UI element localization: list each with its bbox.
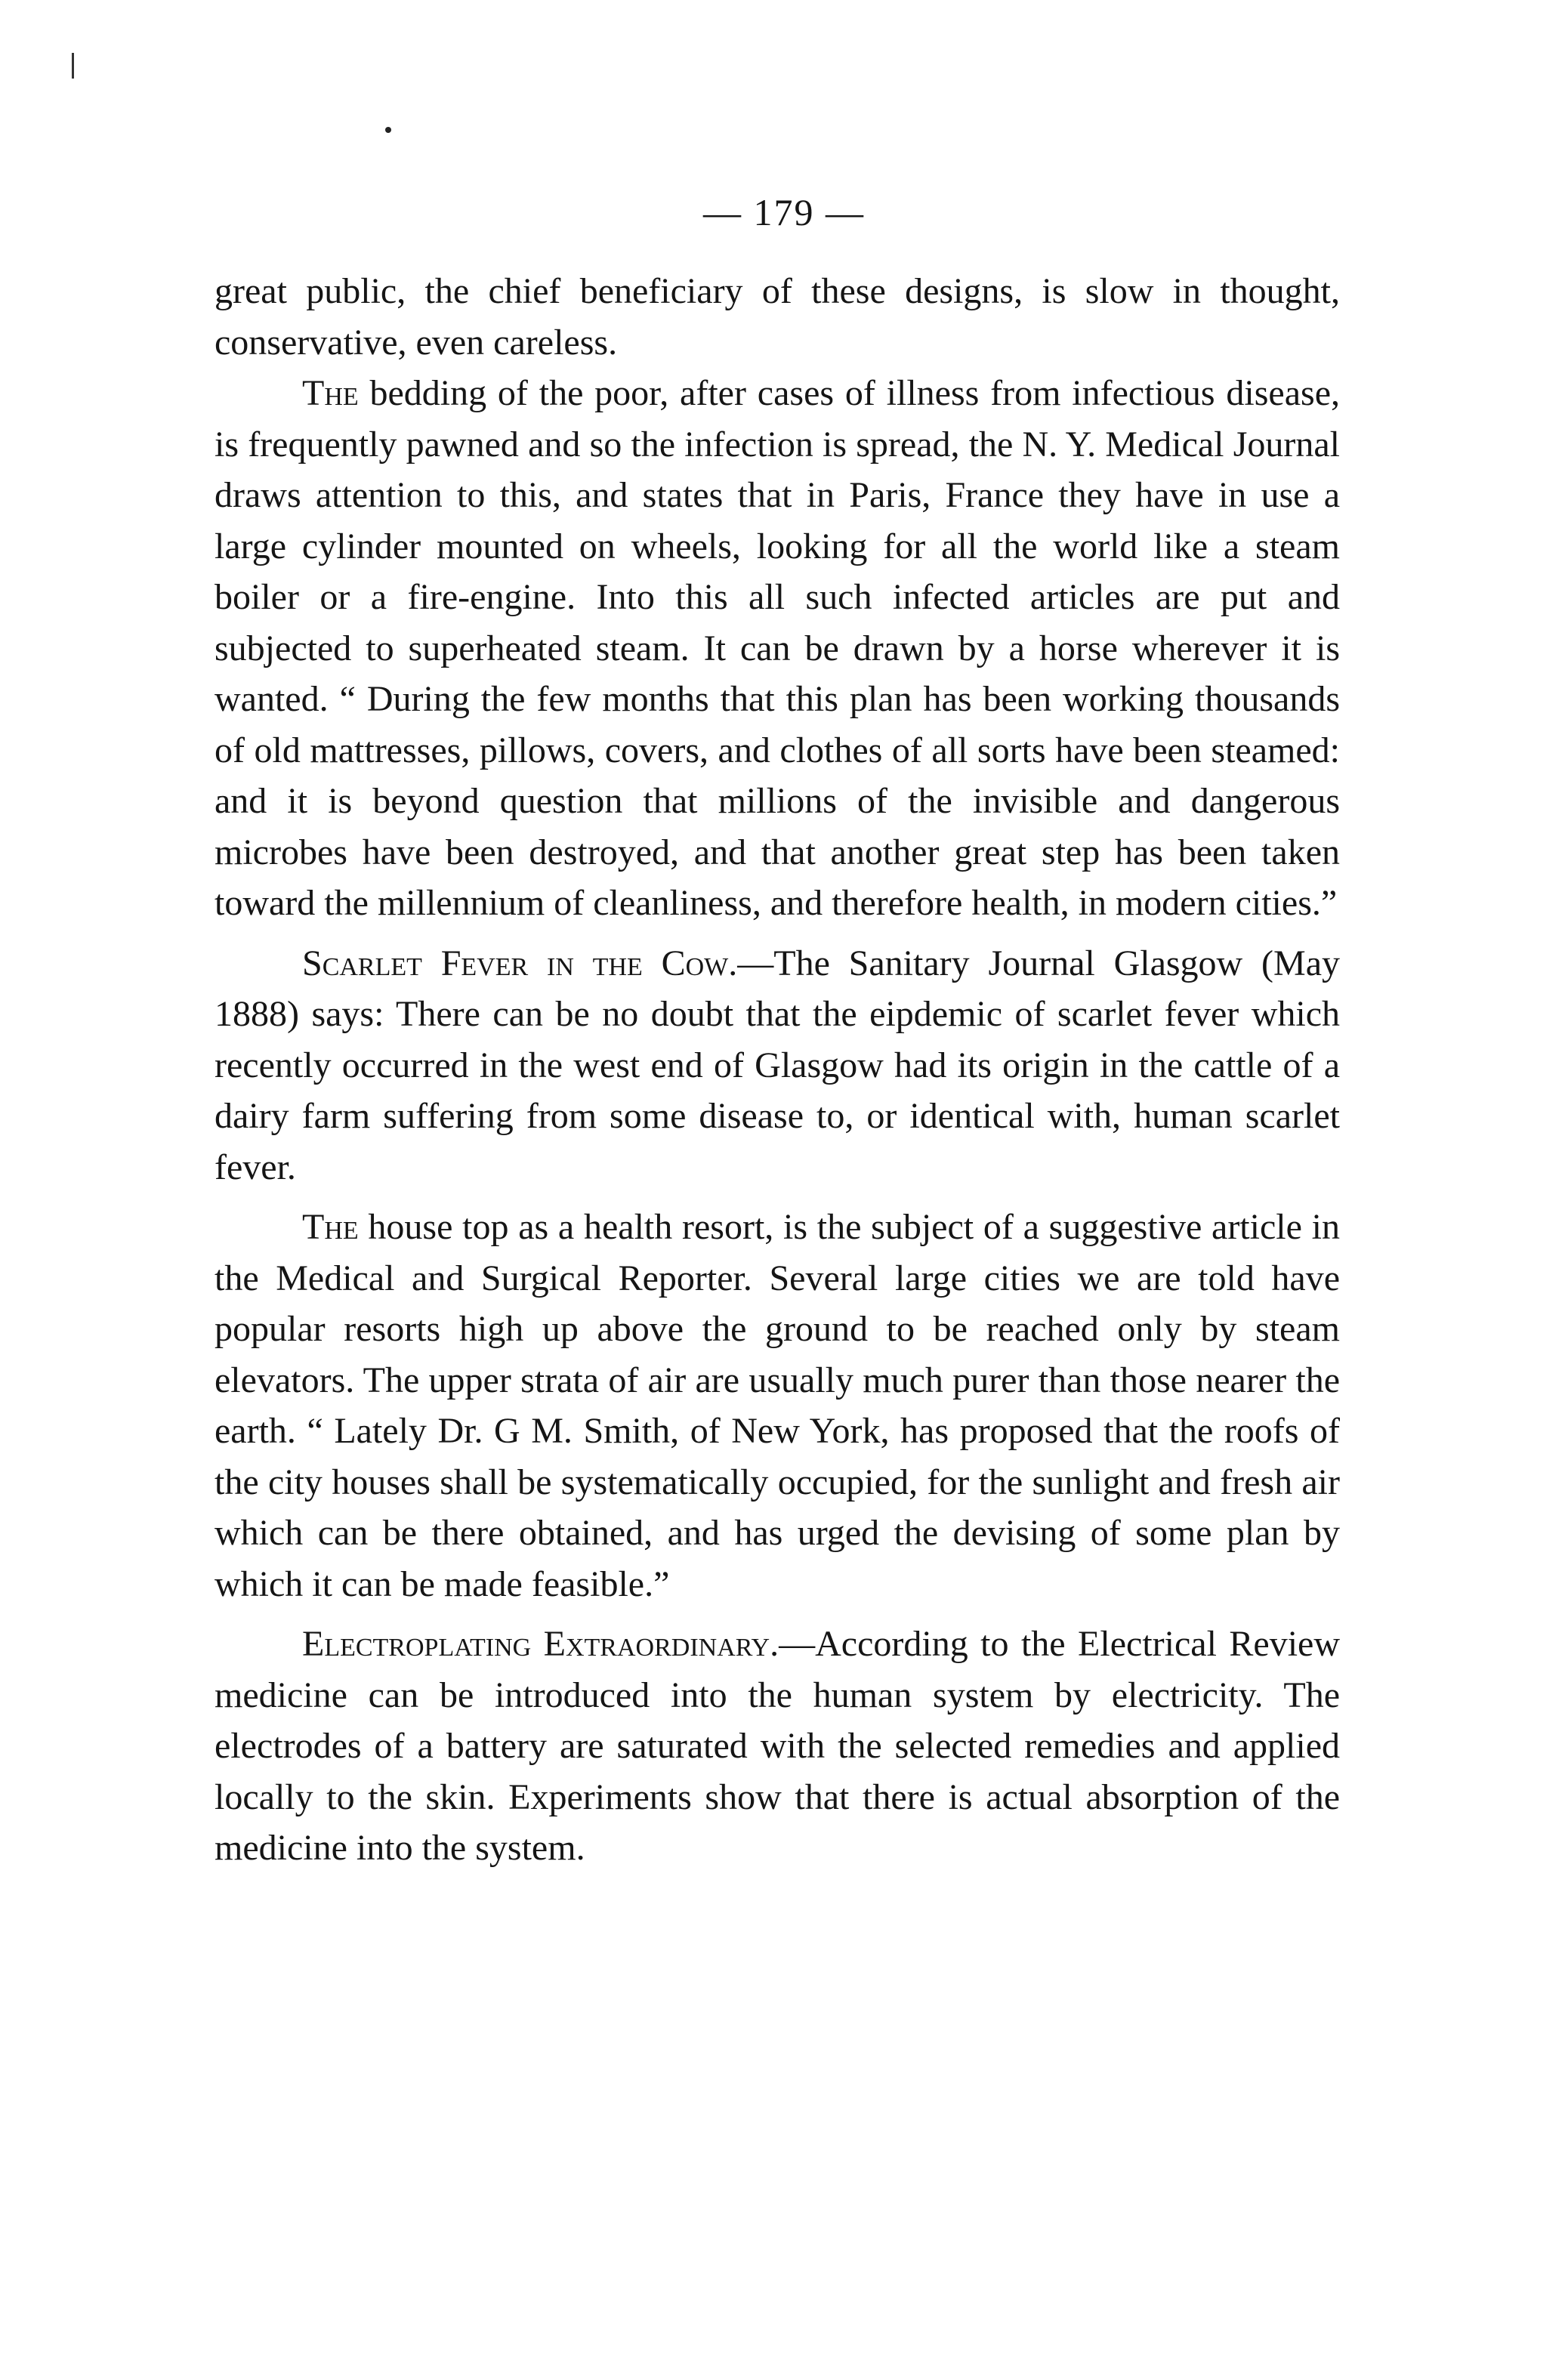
paragraph-lead: The — [302, 1207, 359, 1247]
paragraph-text: great public, the chief beneficiary of these designs, is slow in thought, conservative, even careless. — [215, 271, 1340, 363]
paragraph-electroplating — [215, 1619, 1340, 1874]
page-number: — 179 — — [703, 191, 865, 233]
paragraph-scarlet-fever — [215, 938, 1340, 1193]
body-text — [215, 266, 1340, 1874]
ink-speck — [385, 127, 391, 133]
paragraph-heading: Electroplating Extraordinary. — [302, 1624, 779, 1664]
paragraph-continuation — [215, 266, 1340, 368]
paragraph-lead: The — [302, 373, 359, 413]
paragraph-text: —According to the Electrical Review medicine can be introduced into the human system by electricity. The electrodes of a battery are saturated with the selected remedies and applied locally to the skin. Experiments show that there is actual absorption of the medicine into the system. — [215, 1624, 1341, 1868]
paragraph-bedding-of-the-poor — [215, 368, 1340, 929]
margin-mark — [72, 53, 74, 79]
paragraph-text: —The Sanitary Journal Glasgow (May 1888) says: There can be no doubt that the eipdemic of scarlet fever which recently occurred in the west end of Glasgow had its origin in the cattle of a dairy farm suffering from some disease to, or identical with, human scarlet fever. — [215, 943, 1340, 1187]
paragraph-heading: Scarlet Fever in the Cow. — [302, 943, 738, 983]
paragraph-text: house top as a health resort, is the subject of a suggestive article in the Medical and Surgical Reporter. Several large cities we are told have popular resorts high up above the ground to be reached only by steam elevators. The upper strata of air are usually much purer than those nearer the earth. “ Lately Dr. G M. Smith, of New York, has proposed that the roofs of the city houses shall be systematically occupied, for the sunlight and fresh air which can be there obtained, and has urged the devising of some plan by which it can be made feasible.” — [215, 1207, 1340, 1604]
paragraph-house-top — [215, 1202, 1340, 1610]
paragraph-text: bedding of the poor, after cases of illness from infectious disease, is frequently pawned and so the infection is spread, the N. Y. Medical Journal draws attention to this, and states that in Paris, France they have in use a large cylinder mounted on wheels, looking for all the world like a steam boiler or a fire-engine. Into this all such infected articles are put and subjected to superheated steam. It can be drawn by a horse wherever it is wanted. “ During the few months that this plan has been working thousands of old mattresses, pillows, covers, and clothes of all sorts have been steamed: and it is beyond question that millions of the invisible and dangerous microbes have been destroyed, and that another great step has been taken toward the millennium of cleanliness, and therefore health, in modern cities.” — [215, 373, 1340, 923]
